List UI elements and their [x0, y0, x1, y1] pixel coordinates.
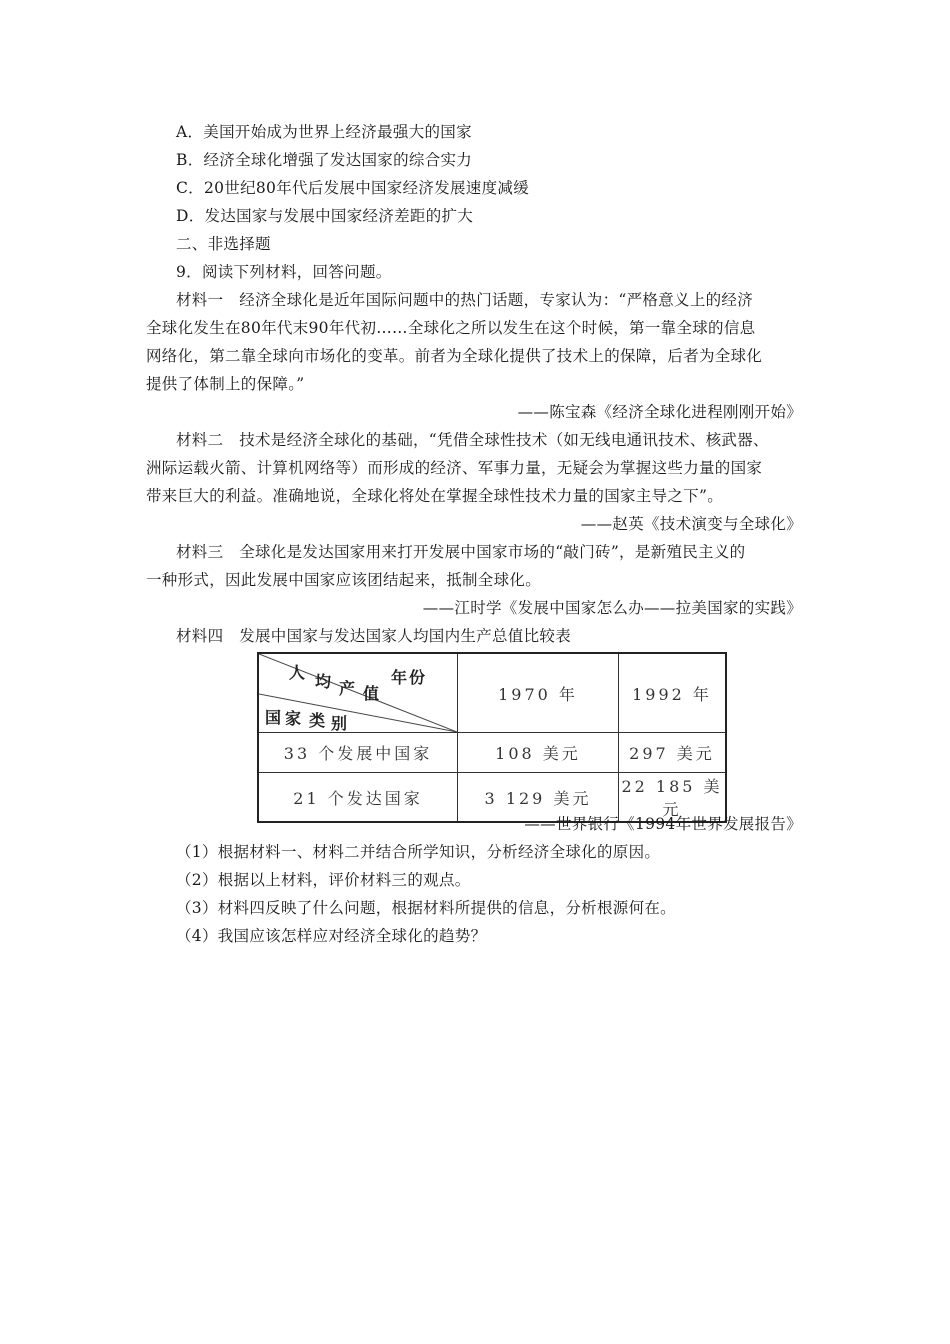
header-char: 家	[285, 709, 302, 728]
option-a: A．美国开始成为世界上经济最强大的国家	[176, 123, 472, 141]
header-char: 产	[339, 679, 356, 698]
year-1970-header: 1970 年	[458, 653, 619, 733]
material1-line: 网络化，第二靠全球向市场化的变革。前者为全球化提供了技术上的保障，后者为全球化	[146, 347, 763, 365]
header-char: 别	[331, 714, 348, 733]
question-stem: 9．阅读下列材料，回答问题。	[176, 263, 392, 281]
sub-question-2: （2）根据以上材料，评价材料三的观点。	[176, 871, 471, 889]
material4-source: ——世界银行《1994年世界发展报告》	[524, 815, 802, 833]
option-b: B．经济全球化增强了发达国家的综合实力	[176, 151, 473, 169]
material1-line: 全球化发生在80年代末90年代初……全球化之所以发生在这个时候，第一靠全球的信息	[146, 319, 756, 337]
header-char: 均	[315, 672, 332, 691]
value-1970: 3 129 美元	[458, 773, 619, 823]
section-title: 二、非选择题	[176, 235, 271, 253]
option-c: C．20世纪80年代后发展中国家经济发展速度减缓	[176, 179, 530, 197]
material1-line: 提供了体制上的保障。”	[146, 375, 305, 393]
table-row	[258, 733, 726, 773]
material1-source: ——陈宝森《经济全球化进程刚刚开始》	[517, 403, 802, 421]
row-label: 33 个发展中国家	[258, 733, 458, 773]
sub-question-3: （3）材料四反映了什么问题，根据材料所提供的信息，分析根源何在。	[176, 899, 676, 917]
header-char: 值	[363, 684, 380, 703]
material2-line: 带来巨大的利益。准确地说，全球化将处在掌握全球性技术力量的国家主导之下”。	[146, 487, 724, 505]
material3-line: 材料三 全球化是发达国家用来打开发展中国家市场的“敲门砖”，是新殖民主义的	[176, 543, 746, 561]
value-1992: 22 185 美元	[619, 773, 727, 823]
option-d: D．发达国家与发展中国家经济差距的扩大	[176, 207, 474, 225]
sub-question-4: （4）我国应该怎样应对经济全球化的趋势？	[176, 927, 487, 945]
year-1992-header: 1992 年	[619, 653, 727, 733]
header-char: 类	[309, 711, 326, 730]
material2-line: 洲际运载火箭、计算机网络等）而形成的经济、军事力量，无疑会为掌握这些力量的国家	[146, 459, 763, 477]
material2-source: ——赵英《技术演变与全球化》	[580, 515, 802, 533]
row-label: 21 个发达国家	[258, 773, 458, 823]
material2-line: 材料二 技术是经济全球化的基础，“凭借全球性技术（如无线电通讯技术、核武器、	[176, 431, 769, 449]
value-1992: 297 美元	[619, 733, 727, 773]
header-char: 国	[265, 708, 282, 727]
value-1970: 108 美元	[458, 733, 619, 773]
header-char: 人	[289, 663, 306, 682]
sub-question-1: （1）根据材料一、材料二并结合所学知识，分析经济全球化的原因。	[176, 843, 661, 861]
diagonal-header-cell	[258, 653, 458, 733]
year-label: 年份	[391, 668, 428, 687]
table-header-row	[258, 653, 726, 733]
gdp-comparison-table	[257, 652, 727, 823]
material1-line: 材料一 经济全球化是近年国际问题中的热门话题，专家认为：“严格意义上的经济	[176, 291, 754, 309]
material4-title: 材料四 发展中国家与发达国家人均国内生产总值比较表	[176, 627, 572, 645]
material3-source: ——江时学《发展中国家怎么办——拉美国家的实践》	[422, 599, 802, 617]
material3-line: 一种形式，因此发展中国家应该团结起来，抵制全球化。	[146, 571, 542, 589]
